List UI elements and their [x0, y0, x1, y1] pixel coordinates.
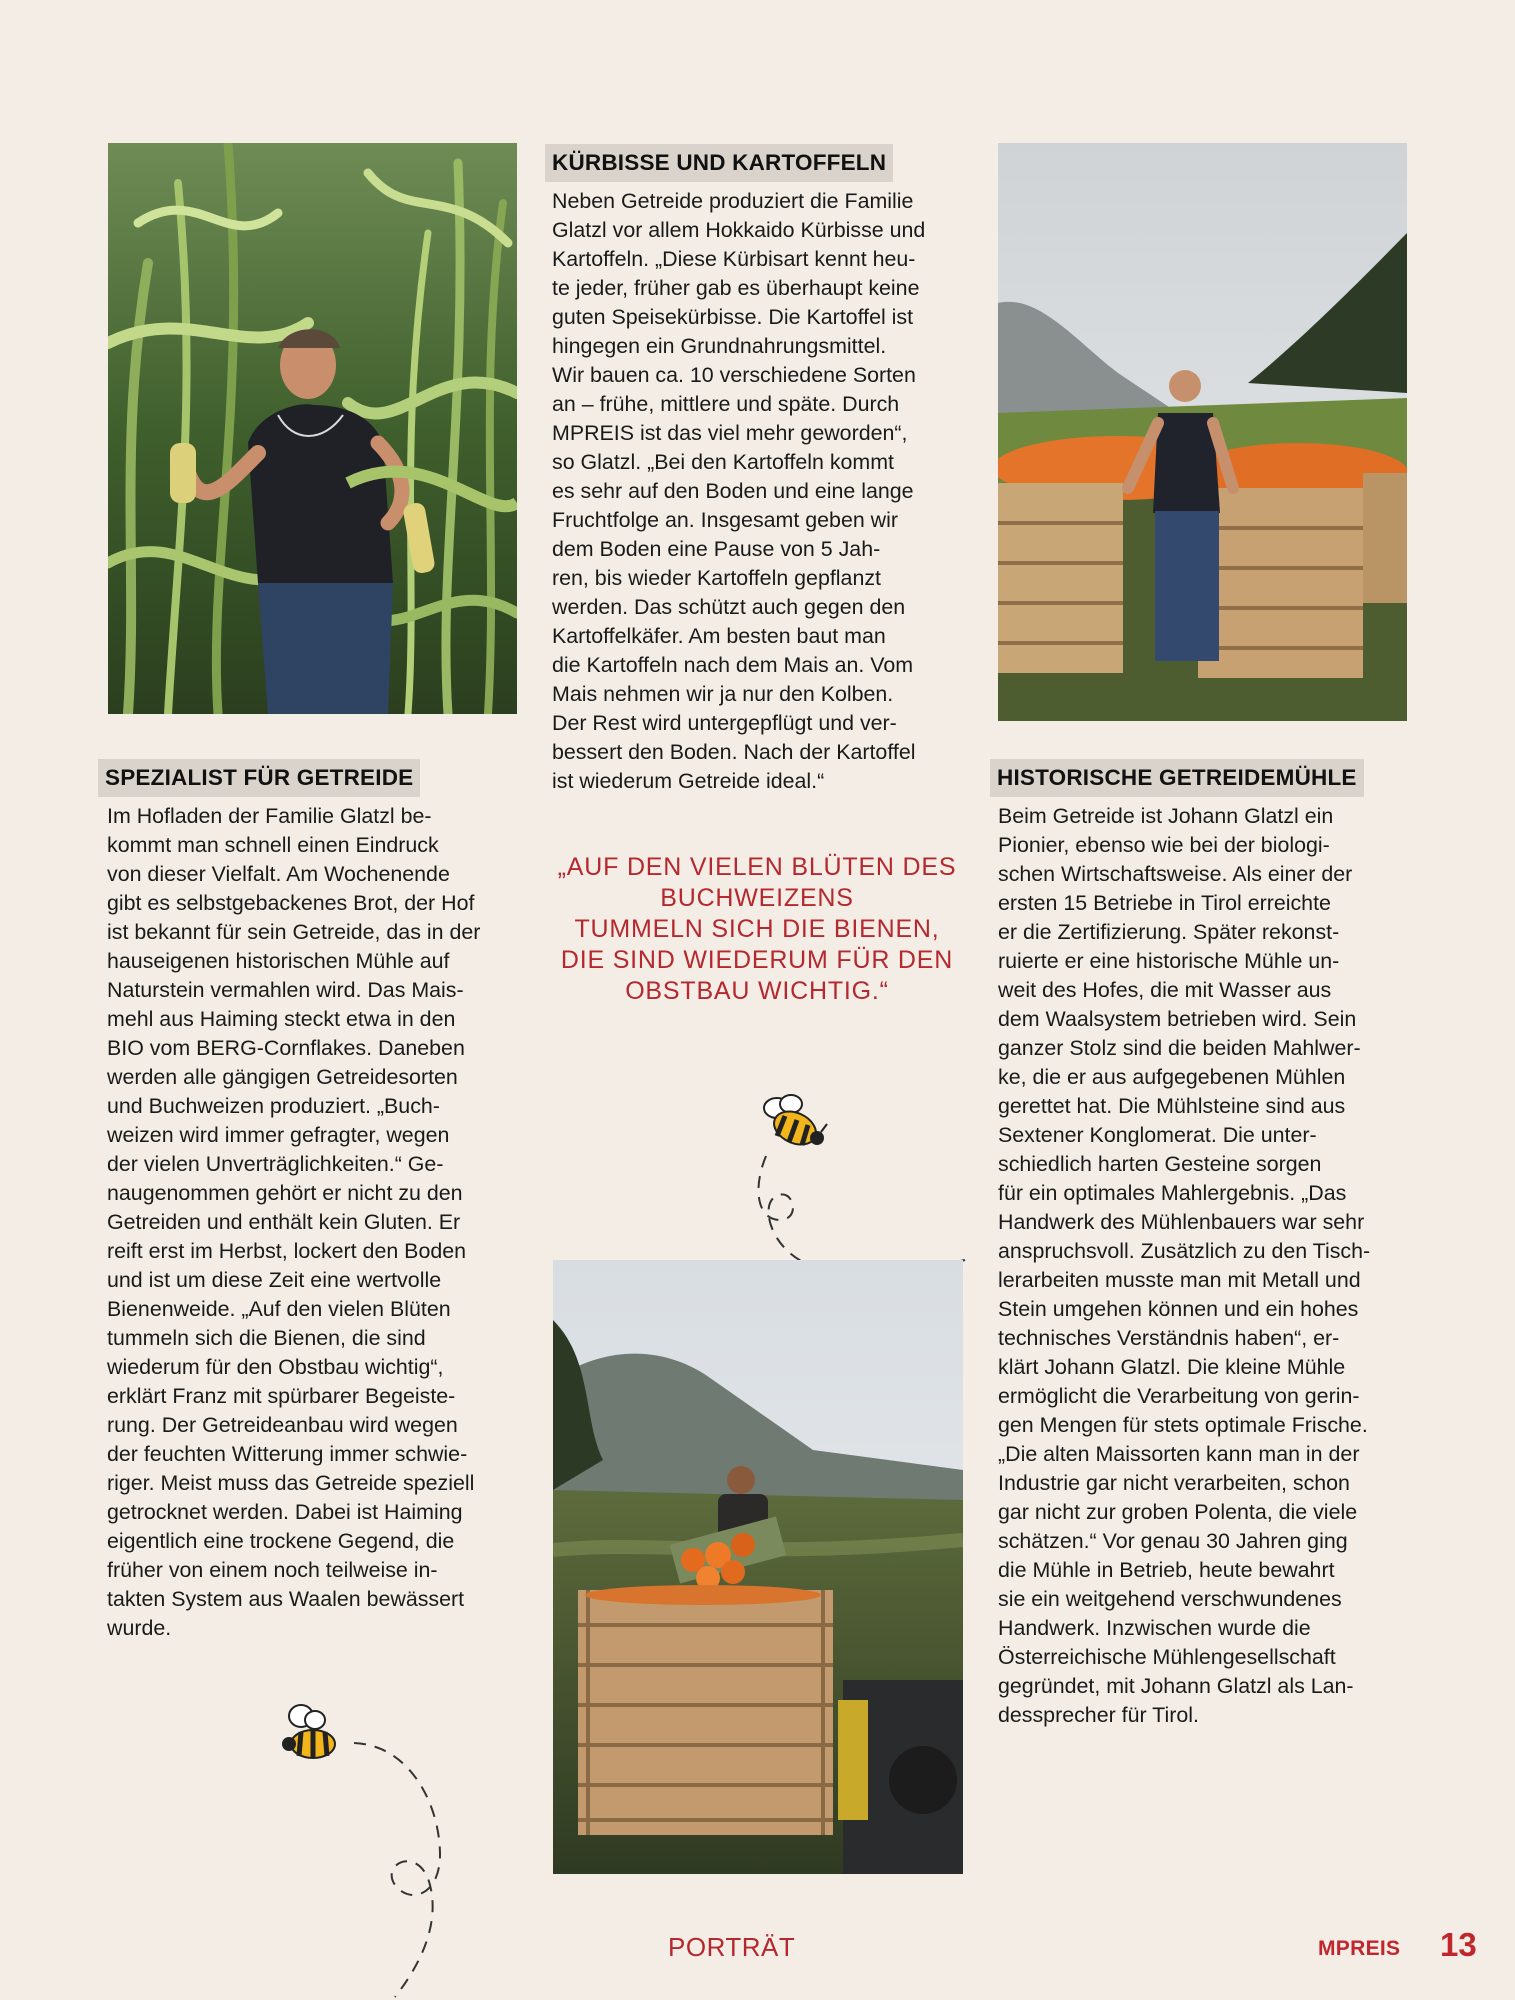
corn-field-photo [108, 143, 517, 714]
section-label: PORTRÄT [668, 1932, 796, 1962]
brand-logo: MPREIS [1318, 1937, 1401, 1960]
pumpkin-harvest-photo [553, 1260, 963, 1874]
article-text-muehle: Beim Getreide ist Johann Glatzl ein Pionier, ebenso wie bei der biologi- schen Wirtschaftsweise. Als einer der ersten 15 Betriebe in Tirol erreichte er die Zertifizierung. Später rekonst- ruierte er eine historische Mühle un- weit des Hofes, die mit Wasser aus dem Waalsystem betrieben wird. Sein ganzer Stolz sind die beiden Mahlwer- ke, die er aus aufgegebenen Mühlen gerettet hat. Die Mühlsteine sind aus Sextener Konglomerat. Die unter- schiedlich harten Gesteine sorgen für ein optimales Mahlergebnis. „Das Handwerk des Mühlenbauers war sehr anspruchsvoll. Zusätzlich zu den Tisch- lerarbeiten musste man mit Metall und Stein umgehen können und ein hohes technisches Verständnis haben“, er- klärt Johann Glatzl. Die kleine Mühle ermöglicht die Verarbeitung von gerin- gen Mengen für stets optimale Frische. „Die alten Maissorten kann man in der Industrie gar nicht verarbeiten, schon gar nicht zur groben Polenta, die viele schätzen.“ Vor genau 30 Jahren ging die Mühle in Betrieb, heute bewahrt sie ein weitgehend verschwundenes Handwerk. Inzwischen wurde die Österreichische Mühlengesellschaft gegründet, mit Johann Glatzl als Lan- dessprecher für Tirol. [998, 804, 1371, 1727]
article-text-kuerbisse: Neben Getreide produziert die Familie Glatzl vor allem Hokkaido Kürbisse und Kartoffeln. „Diese Kürbisart kennt heu- te jeder, früher gab es überhaupt keine guten Speisekürbisse. Die Kartoffel ist hingegen ein Grundnahrungsmittel. Wir bauen ca. 10 verschiedene Sorten an – frühe, mittlere und späte. Durch MPREIS ist das viel mehr geworden“, so Glatzl. „Bei den Kartoffeln kommt es sehr auf den Boden und eine lange Fruchtfolge an. Insgesamt geben wir dem Boden eine Pause von 5 Jah- ren, bis wieder Kartoffeln gepflanzt werden. Das schützt auch gegen den Kartoffelkäfer. Am besten baut man die Kartoffeln nach dem Mais an. Vom Mais nehmen wir ja nur den Kolben. Der Rest wird untergepflügt und ver- bessert den Boden. Nach der Kartoffel ist wiederum Getreide ideal.“ [552, 189, 926, 793]
section-heading-kuerbisse: KÜRBISSE UND KARTOFFELN [545, 144, 893, 182]
section-heading-getreide: SPEZIALIST FÜR GETREIDE [98, 759, 420, 797]
section-heading-muehle: HISTORISCHE GETREIDEMÜHLE [990, 759, 1364, 797]
page-number: 13 [1440, 1926, 1477, 1963]
farmer-pumpkin-crates-photo [998, 143, 1407, 721]
article-text-getreide: Im Hofladen der Familie Glatzl be- kommt man schnell einen Eindruck von dieser Vielfalt. Am Wochenende gibt es selbstgebackenes Brot, der Hof ist bekannt für sein Getreide, das in der hauseigenen historischen Mühle auf Naturstein vermahlen wird. Das Mais- mehl aus Haiming steckt etwa in den BIO vom BERG-Cornflakes. Daneben werden alle gängigen Getreidesorten und Buchweizen produziert. „Buch- weizen wird immer gefragter, wegen der vielen Unverträglichkeiten.“ Ge- naugenommen gehört er nicht zu den Getreiden und enthält kein Gluten. Er reift erst im Herbst, lockert den Boden und ist um diese Zeit eine wertvolle Bienenweide. „Auf den vielen Blüten tummeln sich die Bienen, die sind wiederum für den Obstbau wichtig“, erklärt Franz mit spürbarer Begeiste- rung. Der Getreideanbau wird wegen der feuchten Witterung immer schwie- riger. Meist muss das Getreide speziell getrocknet werden. Dabei ist Haiming eigentlich eine trockene Gegend, die früher von einem noch teilweise in- takten System aus Waalen bewässert wurde. [107, 804, 481, 1640]
pull-quote: „AUF DEN VIELEN BLÜTEN DES BUCHWEIZENS TUMMELN SICH DIE BIENEN, DIE SIND WIEDERUM FÜR DEN OBSTBAU WICHTIG.“ [557, 853, 957, 1005]
bee-icon [275, 1700, 355, 1772]
bee-flight-path [350, 1735, 470, 2000]
